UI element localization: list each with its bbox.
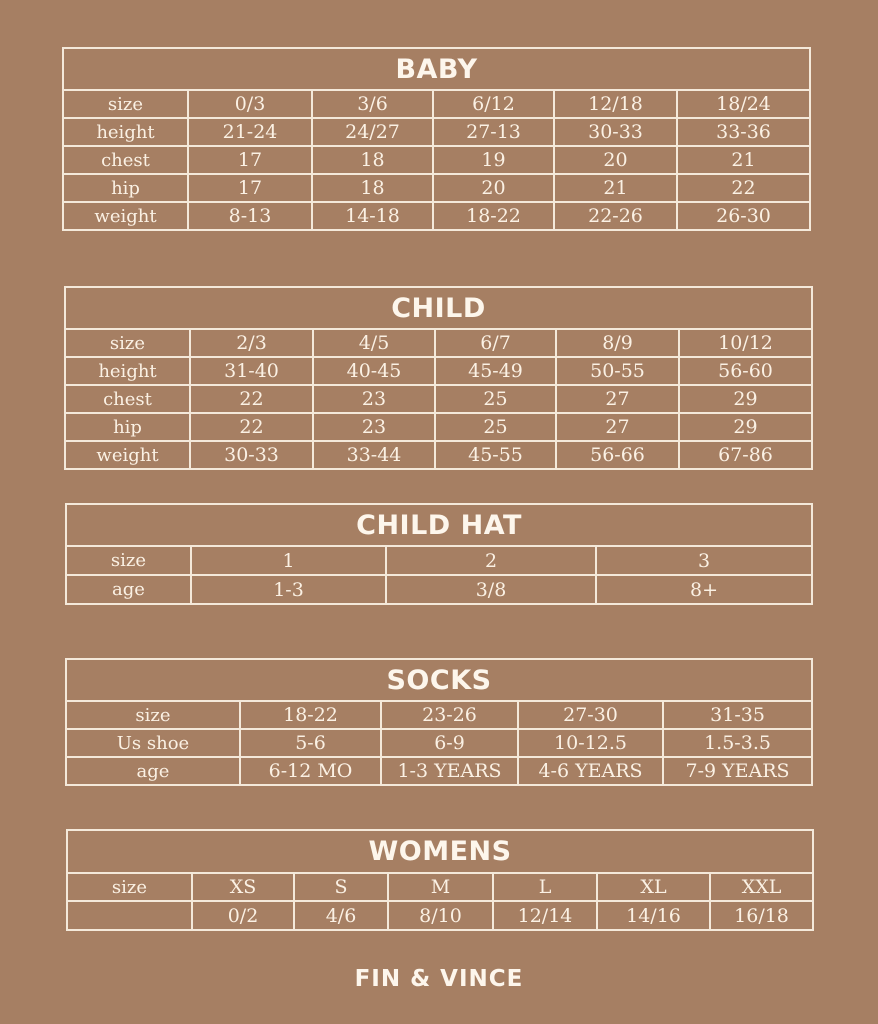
table-cell: 18 (312, 146, 433, 174)
brand-logo-text: FIN & VINCE (354, 966, 524, 992)
table-cell: 56-60 (679, 357, 812, 385)
row-label: height (63, 118, 188, 146)
table-cell: 27 (556, 413, 679, 441)
table-cell: 3/8 (386, 575, 596, 604)
table-cell: 1-3 YEARS (381, 757, 518, 785)
baby-size-table (62, 47, 811, 231)
table-cell: 21 (677, 146, 810, 174)
table-cell: 20 (554, 146, 677, 174)
table-cell: 18-22 (433, 202, 554, 230)
row-label: age (66, 575, 191, 604)
row-label: weight (63, 202, 188, 230)
table-cell: 16/18 (710, 901, 813, 930)
table-row (65, 357, 812, 385)
table-cell: 27-13 (433, 118, 554, 146)
table-row (65, 385, 812, 413)
header-cell: size (66, 701, 240, 729)
table-row (63, 174, 810, 202)
row-label: age (66, 757, 240, 785)
table-cell: 21-24 (188, 118, 312, 146)
row-label: hip (65, 413, 190, 441)
table-cell: 17 (188, 174, 312, 202)
header-cell: 18/24 (677, 90, 810, 118)
header-cell: 10/12 (679, 329, 812, 357)
socks-title: SOCKS (66, 659, 812, 701)
table-cell: 22 (677, 174, 810, 202)
table-cell: 29 (679, 385, 812, 413)
table-cell: 33-36 (677, 118, 810, 146)
table-cell: 4/6 (294, 901, 388, 930)
header-cell: XL (597, 873, 710, 901)
table-row (66, 575, 812, 604)
row-label: Us shoe (66, 729, 240, 757)
table-cell: 8+ (596, 575, 812, 604)
header-cell: 23-26 (381, 701, 518, 729)
row-label (67, 901, 192, 930)
table-cell: 25 (435, 385, 556, 413)
table-row (63, 146, 810, 174)
table-row (63, 202, 810, 230)
table-cell: 33-44 (313, 441, 435, 469)
header-cell: 2/3 (190, 329, 313, 357)
header-cell: S (294, 873, 388, 901)
header-cell: size (66, 546, 191, 575)
womens-size-table (66, 829, 814, 931)
header-cell: size (63, 90, 188, 118)
table-cell: 8/10 (388, 901, 493, 930)
table-row (65, 441, 812, 469)
table-cell: 6-9 (381, 729, 518, 757)
row-label: height (65, 357, 190, 385)
header-cell: 18-22 (240, 701, 381, 729)
row-label: chest (63, 146, 188, 174)
table-cell: 23 (313, 385, 435, 413)
header-cell: 12/18 (554, 90, 677, 118)
table-cell: 21 (554, 174, 677, 202)
table-cell: 14-18 (312, 202, 433, 230)
table-cell: 6-12 MO (240, 757, 381, 785)
table-cell: 10-12.5 (518, 729, 663, 757)
header-cell: 3 (596, 546, 812, 575)
table-cell: 18 (312, 174, 433, 202)
table-cell: 17 (188, 146, 312, 174)
table-cell: 50-55 (556, 357, 679, 385)
child-title: CHILD (65, 287, 812, 329)
table-cell: 0/2 (192, 901, 294, 930)
table-cell: 40-45 (313, 357, 435, 385)
table-row (65, 413, 812, 441)
table-cell: 19 (433, 146, 554, 174)
table-cell: 45-49 (435, 357, 556, 385)
child-hat-title: CHILD HAT (66, 504, 812, 546)
table-cell: 29 (679, 413, 812, 441)
header-cell: L (493, 873, 597, 901)
table-cell: 25 (435, 413, 556, 441)
socks-size-table (65, 658, 813, 786)
table-cell: 1.5-3.5 (663, 729, 812, 757)
header-cell: 0/3 (188, 90, 312, 118)
header-cell: size (65, 329, 190, 357)
table-cell: 30-33 (554, 118, 677, 146)
header-cell: XXL (710, 873, 813, 901)
table-cell: 8-13 (188, 202, 312, 230)
header-cell: 8/9 (556, 329, 679, 357)
table-cell: 4-6 YEARS (518, 757, 663, 785)
table-cell: 27 (556, 385, 679, 413)
table-cell: 12/14 (493, 901, 597, 930)
table-cell: 14/16 (597, 901, 710, 930)
table-cell: 20 (433, 174, 554, 202)
child-hat-size-table (65, 503, 813, 605)
header-cell: 4/5 (313, 329, 435, 357)
table-cell: 45-55 (435, 441, 556, 469)
table-cell: 5-6 (240, 729, 381, 757)
table-cell: 22 (190, 413, 313, 441)
table-row (63, 118, 810, 146)
womens-title: WOMENS (67, 830, 813, 873)
baby-title: BABY (63, 48, 810, 90)
table-cell: 30-33 (190, 441, 313, 469)
header-cell: 6/7 (435, 329, 556, 357)
child-size-table (64, 286, 813, 470)
table-cell: 31-40 (190, 357, 313, 385)
table-cell: 22 (190, 385, 313, 413)
header-cell: 6/12 (433, 90, 554, 118)
table-cell: 56-66 (556, 441, 679, 469)
table-cell: 26-30 (677, 202, 810, 230)
header-cell: size (67, 873, 192, 901)
table-cell: 67-86 (679, 441, 812, 469)
table-cell: 7-9 YEARS (663, 757, 812, 785)
table-cell: 22-26 (554, 202, 677, 230)
table-cell: 23 (313, 413, 435, 441)
row-label: hip (63, 174, 188, 202)
table-row (67, 901, 813, 930)
row-label: chest (65, 385, 190, 413)
table-cell: 24/27 (312, 118, 433, 146)
header-cell: 27-30 (518, 701, 663, 729)
table-row (66, 757, 812, 785)
header-cell: 2 (386, 546, 596, 575)
table-row (66, 729, 812, 757)
header-cell: 31-35 (663, 701, 812, 729)
header-cell: 3/6 (312, 90, 433, 118)
header-cell: XS (192, 873, 294, 901)
header-cell: M (388, 873, 493, 901)
table-cell: 1-3 (191, 575, 386, 604)
row-label: weight (65, 441, 190, 469)
header-cell: 1 (191, 546, 386, 575)
